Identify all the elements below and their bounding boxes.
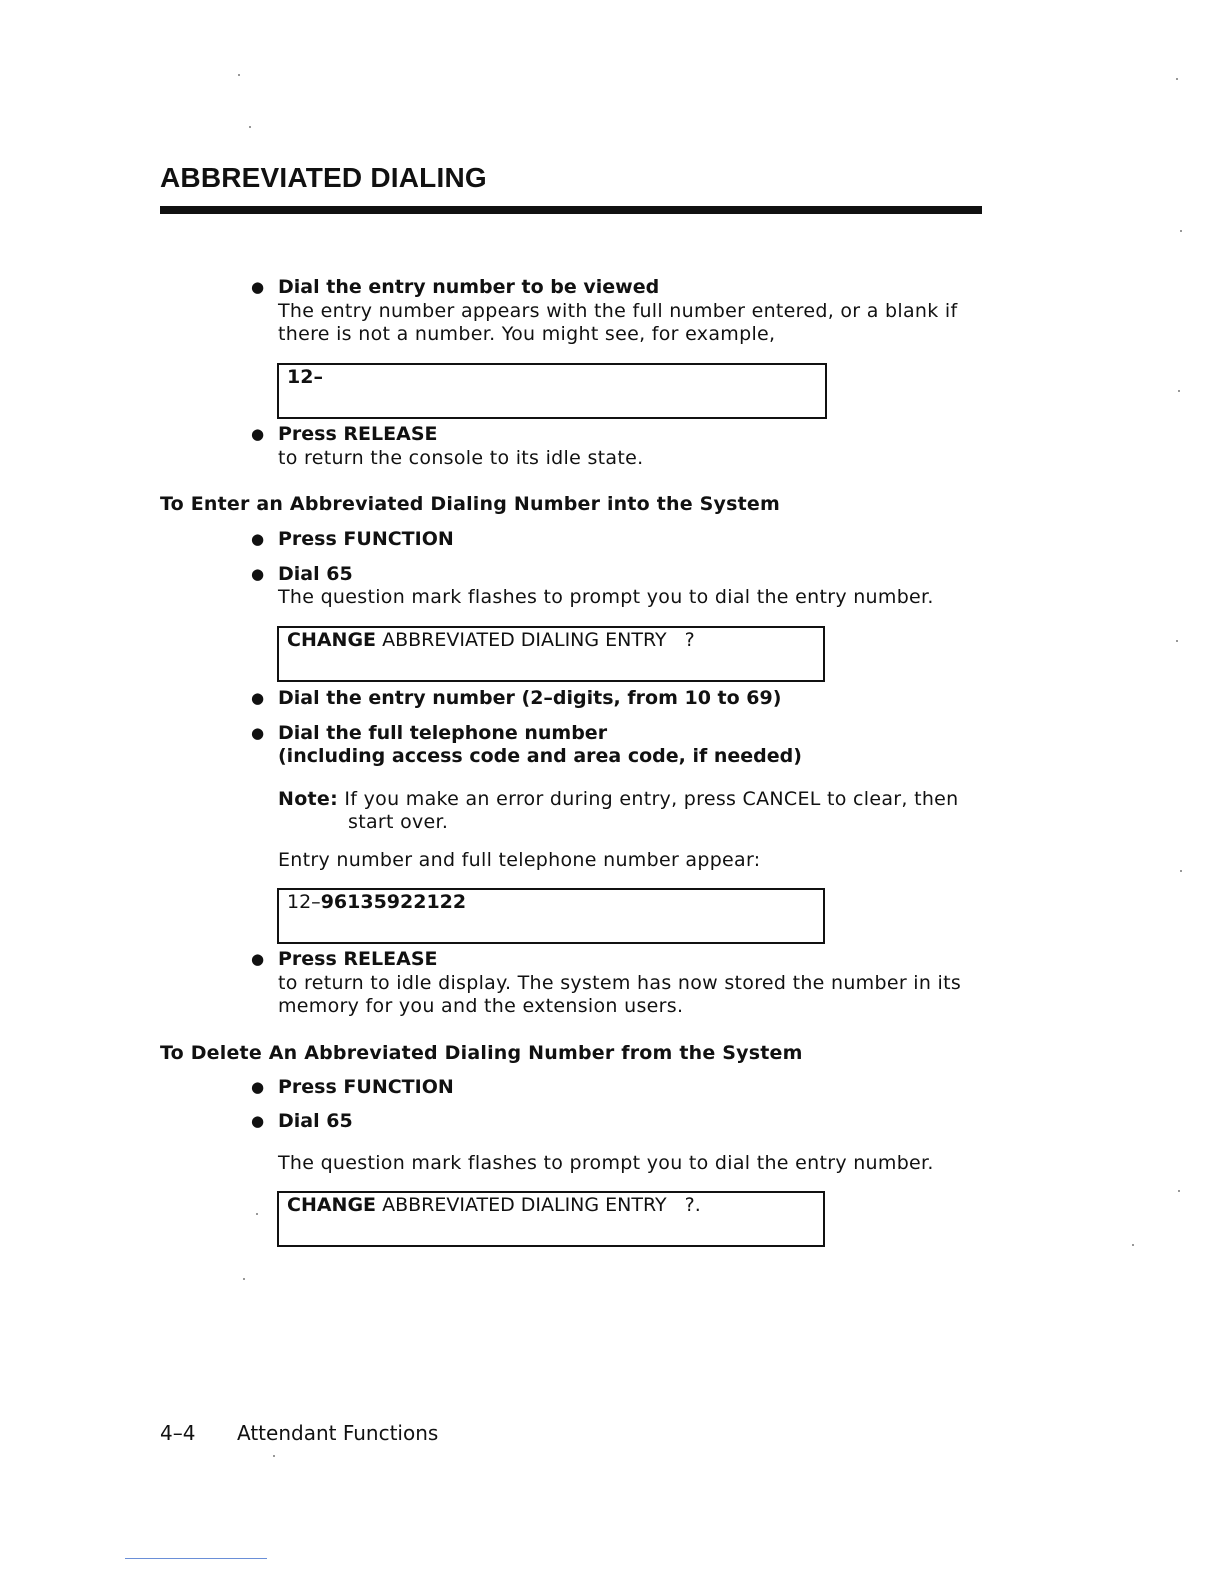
body-text: memory for you and the extension users. [278,995,684,1017]
step-title: Dial the entry number (2–digits, from 10 to 69) [278,687,782,709]
step-title: Dial 65 [278,563,353,585]
display-keyword: CHANGE [287,629,377,651]
scan-speck [238,74,240,76]
step-title: Press FUNCTION [278,528,454,550]
note-text: If you make an error during entry, press CANCEL to clear, then [344,788,959,810]
body-text: to return to idle display. The system has now stored the number in its [278,972,962,994]
section-heading: To Delete An Abbreviated Dialing Number from the System [160,1042,803,1064]
scan-speck [1180,870,1182,872]
bullet-icon: ● [251,1078,265,1096]
bullet-icon: ● [251,689,265,707]
display-phone-number: 96135922122 [320,891,467,913]
display-text: 12– [287,366,323,388]
body-text: Entry number and full telephone number appear: [278,849,761,871]
section-heading: To Enter an Abbreviated Dialing Number into the System [160,493,781,515]
scan-speck [1178,390,1180,392]
step-title: Dial the full telephone number [278,722,608,744]
console-display [277,363,827,419]
scan-speck [243,1278,245,1280]
bullet-icon: ● [251,565,265,583]
display-message: ABBREVIATED DIALING ENTRY ?. [376,1194,701,1216]
scan-speck [1132,1244,1134,1246]
scan-speck [256,1213,258,1215]
scan-speck [249,126,251,128]
body-text: The question mark flashes to prompt you to dial the entry number. [278,1152,934,1174]
bullet-icon: ● [251,950,265,968]
console-display [277,626,825,682]
display-keyword: CHANGE [287,1194,377,1216]
note-text: start over. [348,811,449,833]
scan-speck [1180,230,1182,232]
page-title: ABBREVIATED DIALING [160,162,487,193]
body-text: The entry number appears with the full number entered, or a blank if [278,300,958,322]
bullet-icon: ● [251,530,265,548]
bullet-icon: ● [251,278,265,296]
note [278,788,959,811]
body-text: The question mark flashes to prompt you to dial the entry number. [278,586,934,608]
display-entry-number: 12– [287,891,321,913]
display-text [287,629,695,652]
display-text [287,1194,701,1217]
step-title: Press RELEASE [278,948,438,970]
display-message: ABBREVIATED DIALING ENTRY ? [376,629,695,651]
note-label: Note: [278,788,339,810]
step-title: Press RELEASE [278,423,438,445]
scan-line [125,1558,267,1559]
console-display [277,888,825,944]
scan-speck [1176,78,1178,80]
bullet-icon: ● [251,425,265,443]
display-text [287,891,466,914]
console-display [277,1191,825,1247]
page-number: 4–4 [160,1421,196,1445]
footer-section-title: Attendant Functions [237,1421,439,1445]
body-text: to return the console to its idle state. [278,447,644,469]
step-title: Dial 65 [278,1110,353,1132]
scan-speck [273,1455,275,1457]
scan-speck [1178,1190,1180,1192]
bullet-icon: ● [251,724,265,742]
bullet-icon: ● [251,1112,265,1130]
scan-speck [1176,640,1178,642]
title-rule [160,206,982,214]
step-title: Dial the entry number to be viewed [278,276,660,298]
step-subtitle: (including access code and area code, if needed) [278,745,802,767]
body-text: there is not a number. You might see, for example, [278,323,776,345]
step-title: Press FUNCTION [278,1076,454,1098]
